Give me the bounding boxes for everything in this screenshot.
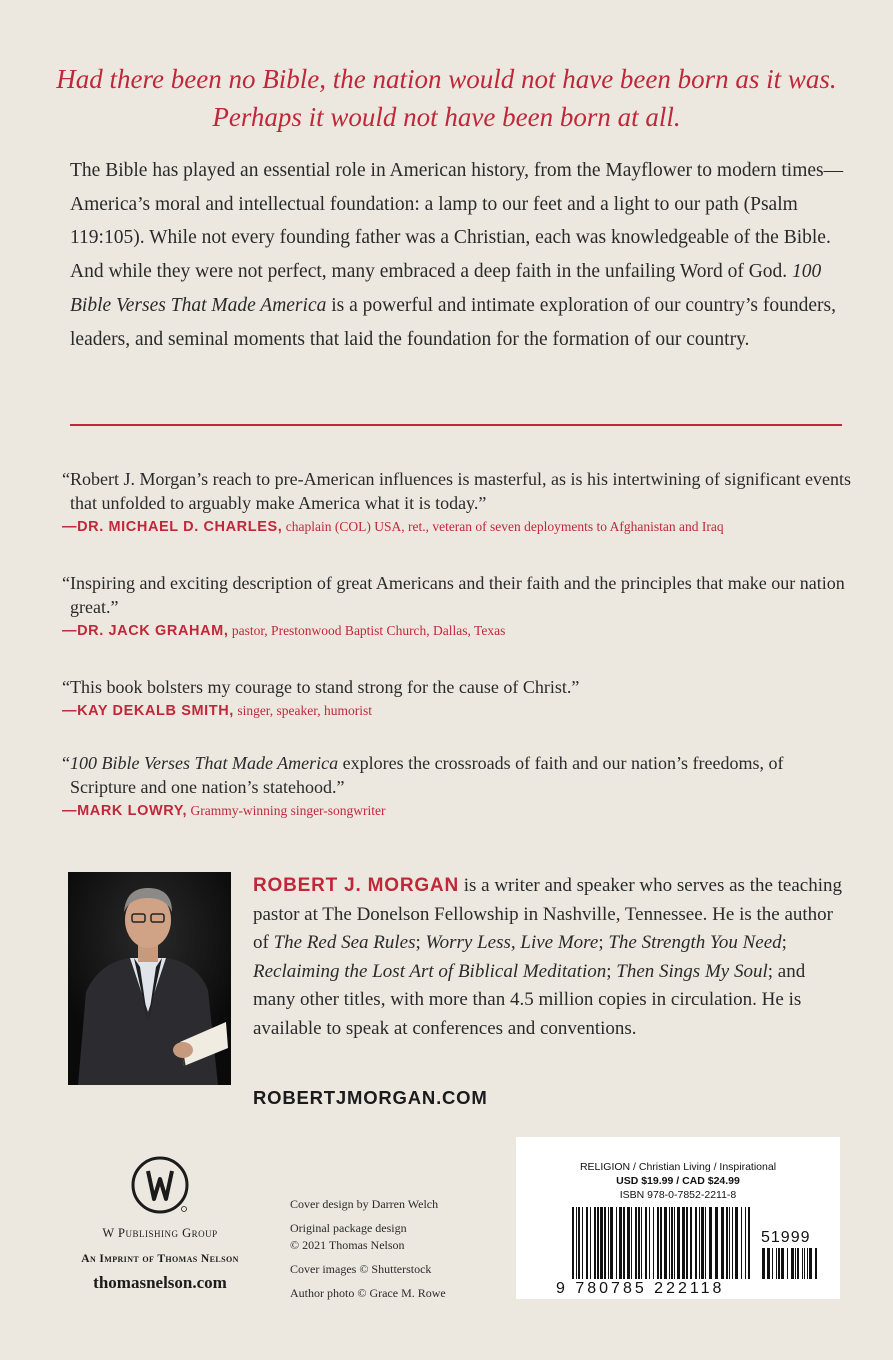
endorser-role: Grammy-winning singer-songwriter xyxy=(187,803,386,818)
quote-book-title: 100 Bible Verses That Made America xyxy=(70,753,339,773)
endorser-name: —MARK LOWRY, xyxy=(62,803,188,819)
author-bio xyxy=(253,872,843,1043)
divider-rule xyxy=(70,424,842,426)
endorsement-3 xyxy=(62,675,852,719)
endorser-role: chaplain (COL) USA, ret., veteran of seven deployments to Afghanistan and Iraq xyxy=(282,519,724,534)
book-title-then-sings: Then Sings My Soul xyxy=(616,960,768,982)
publisher-name: W Publishing Group xyxy=(102,1226,218,1240)
endorser-name: —KAY DEKALB SMITH, xyxy=(62,703,234,719)
publisher-website[interactable]: thomasnelson.com xyxy=(93,1273,227,1292)
book-title-strength-you-need: The Strength You Need xyxy=(608,932,782,953)
endorsement-text xyxy=(62,751,852,799)
intro-text-1: The Bible has played an essential role in American history, from the Mayflower to modern times—America’s moral and intellectual foundation: a lamp to our feet and a light to our path (Psalm 119:105). While not every founding father was a Christian, each was knowledgeable of the Bible. And while they were not perfect, many embraced a deep faith in the unfailing Word of God. xyxy=(70,160,844,283)
endorsement-attribution xyxy=(62,803,852,819)
barcode-box xyxy=(516,1137,840,1299)
barcode-digits: 9 780785 222118 xyxy=(556,1280,725,1297)
cover-credits xyxy=(290,1196,480,1309)
bio-separator: ; xyxy=(781,932,787,953)
quote-open: “ xyxy=(62,753,70,773)
credit-cover-images: Cover images © Shutterstock xyxy=(290,1262,432,1276)
epigraph xyxy=(40,60,853,136)
bio-separator: ; xyxy=(598,932,609,953)
endorser-name: —DR. MICHAEL D. CHARLES, xyxy=(62,519,283,535)
endorser-role: singer, speaker, humorist xyxy=(233,703,372,718)
book-title-reclaiming: Reclaiming the Lost Art of Biblical Meditation xyxy=(253,960,607,982)
endorsement-2 xyxy=(62,571,852,639)
publisher-imprint: An Imprint of Thomas Nelson xyxy=(81,1253,239,1265)
credit-package-design xyxy=(290,1220,480,1254)
endorsement-text: “Inspiring and exciting description of great Americans and their faith and the principles that make our nation great.” xyxy=(62,573,845,617)
barcode-isbn: ISBN 978-0-7852-2211-8 xyxy=(619,1189,737,1201)
ean-barcode-icon xyxy=(572,1207,752,1279)
barcode-price: USD $19.99 / CAD $24.99 xyxy=(616,1175,740,1187)
barcode-category: RELIGION / Christian Living / Inspirational xyxy=(579,1161,777,1173)
intro-text-2: is a powerful and intimate exploration of our country’s founders, leaders, and seminal moments that laid the foundation for the formation of our country. xyxy=(70,294,836,350)
endorsement-4 xyxy=(62,751,852,819)
credit-package-line-1: Original package design xyxy=(290,1221,407,1235)
endorsement-1 xyxy=(62,467,852,535)
quote-rest: explores the crossroads of faith and our nation’s freedoms, of Scripture and one nation’s statehood.” xyxy=(70,753,784,797)
book-description xyxy=(70,154,845,356)
author-website[interactable]: ROBERTJMORGAN.COM xyxy=(253,1087,488,1108)
bio-separator: ; xyxy=(415,932,426,953)
endorsement-attribution xyxy=(62,703,852,719)
author-photo xyxy=(68,872,231,1085)
barcode-price-code: 51999 xyxy=(761,1229,811,1246)
bio-text-1: is a writer and speaker who serves as the teaching pastor at The Donelson Fellowship in Nashville, Tennessee. He is the author of xyxy=(253,875,843,953)
epigraph-line-1: Had there been no Bible, the nation would not have been born as it was. xyxy=(56,64,837,94)
endorser-role: pastor, Prestonwood Baptist Church, Dallas, Texas xyxy=(228,623,506,638)
endorsement-attribution xyxy=(62,519,852,535)
credit-cover-design: Cover design by Darren Welch xyxy=(290,1197,439,1211)
intro-book-title: 100 Bible Verses That Made America xyxy=(70,261,822,316)
credit-package-line-2: © 2021 Thomas Nelson xyxy=(290,1238,405,1252)
endorsement-text: “This book bolsters my courage to stand strong for the cause of Christ.” xyxy=(62,677,580,697)
book-title-red-sea-rules: The Red Sea Rules xyxy=(273,932,416,953)
bio-separator: ; xyxy=(606,960,617,982)
endorsement-text: “Robert J. Morgan’s reach to pre-American influences is masterful, as is his intertwining of significant events that unfolded to arguably make America what it is today.” xyxy=(62,469,851,513)
epigraph-line-2: Perhaps it would not have been born at all. xyxy=(212,102,681,132)
book-title-worry-less: Worry Less, Live More xyxy=(425,932,599,953)
author-name: ROBERT J. MORGAN xyxy=(253,875,459,896)
endorsement-attribution xyxy=(62,623,852,639)
publisher-block xyxy=(60,1155,260,1293)
price-barcode-icon xyxy=(762,1248,820,1279)
endorser-name: —DR. JACK GRAHAM, xyxy=(62,623,229,639)
bio-text-2: ; and many other titles, with more than 4.5 million copies in circulation. He is available to speak at conferences and conventions. xyxy=(253,960,806,1039)
credit-author-photo: Author photo © Grace M. Rowe xyxy=(290,1286,446,1300)
w-publishing-logo-icon xyxy=(128,1155,192,1215)
